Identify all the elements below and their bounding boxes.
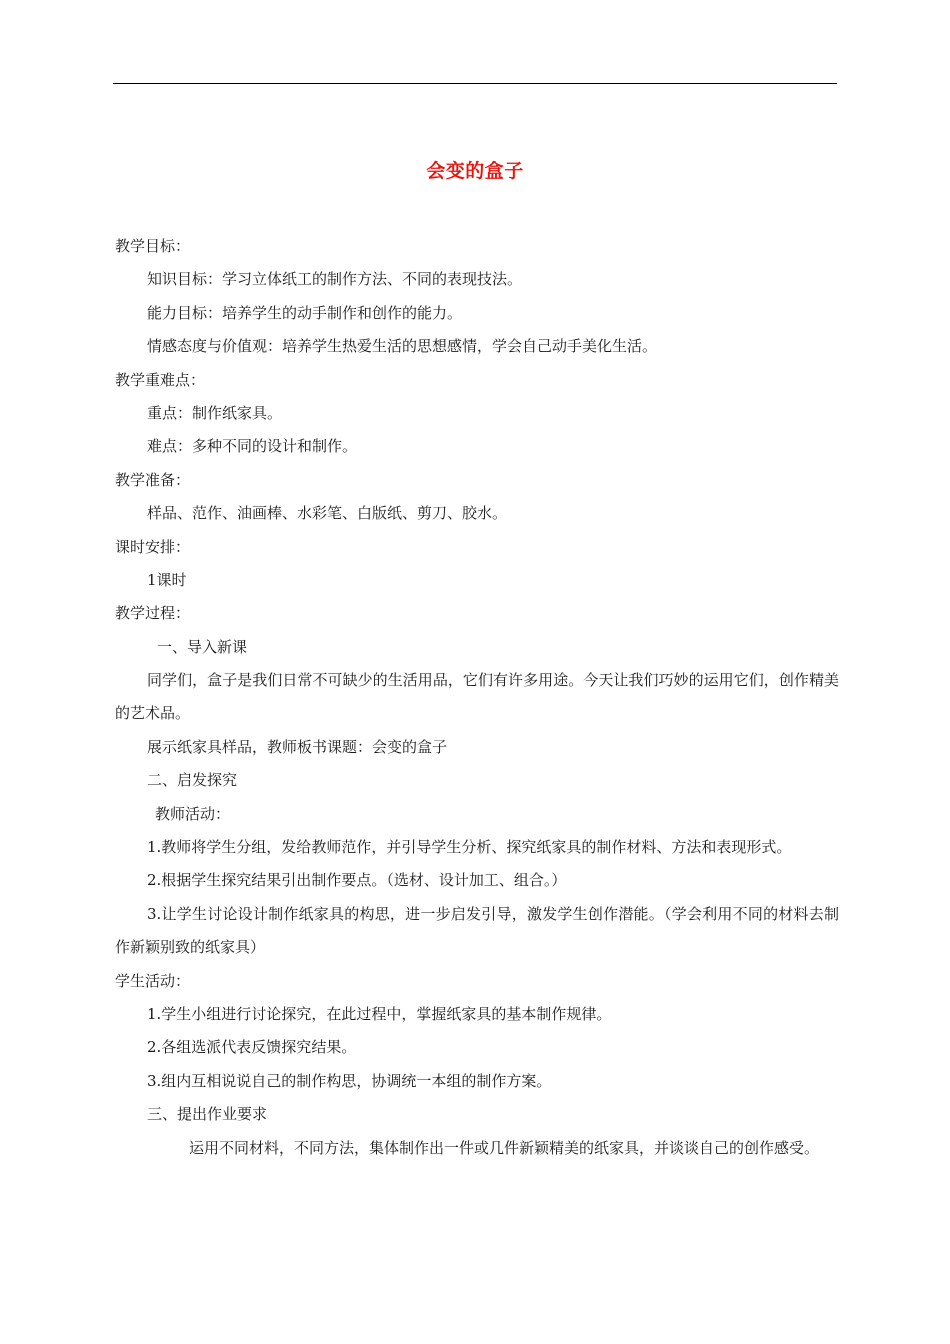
goal-ability: 能力目标：培养学生的动手制作和创作的能力。 — [147, 303, 463, 322]
keypoints-heading: 教学重难点： — [115, 370, 206, 389]
schedule-heading: 课时安排： — [115, 537, 191, 556]
keypoint-focus: 重点：制作纸家具。 — [147, 403, 283, 422]
homework-paragraph: 运用不同材料，不同方法，集体制作出一件或几件新颖精美的纸家具，并谈谈自己的创作感受。 — [189, 1138, 820, 1157]
teacher-activity-item: 2.根据学生探究结果引出制作要点。（选材、设计加工、组合。） — [147, 871, 567, 890]
document-title: 会变的盒子 — [426, 160, 524, 182]
student-activity-item: 1.学生小组进行讨论探究，在此过程中，掌握纸家具的基本制作规律。 — [147, 1005, 612, 1024]
process-heading: 教学过程： — [115, 604, 191, 623]
schedule-periods: 1课时 — [147, 570, 187, 589]
student-activity-heading: 学生活动： — [115, 971, 191, 990]
teacher-activity-heading: 教师活动： — [155, 804, 231, 823]
preparation-heading: 教学准备： — [115, 470, 191, 489]
process-step-intro: 一、导入新课 — [157, 637, 248, 656]
process-step-explore: 二、启发探究 — [147, 771, 238, 790]
goals-heading: 教学目标： — [115, 237, 191, 255]
process-show-samples: 展示纸家具样品，教师板书课题：会变的盒子 — [147, 737, 448, 756]
student-activity-item: 2.各组选派代表反馈探究结果。 — [147, 1038, 357, 1057]
student-activity-item: 3.组内互相说说自己的制作构思，协调统一本组的制作方案。 — [147, 1071, 552, 1090]
preparation-materials: 样品、范作、油画棒、水彩笔、白版纸、剪刀、胶水。 — [147, 504, 508, 523]
teacher-activity-item: 1.教师将学生分组，发给教师范作，并引导学生分析、探究纸家具的制作材料、方法和表现形式。 — [147, 838, 792, 857]
goal-attitude: 情感态度与价值观：培养学生热爱生活的思想感情，学会自己动手美化生活。 — [147, 337, 658, 356]
document-body — [115, 230, 839, 1165]
keypoint-difficulty: 难点：多种不同的设计和制作。 — [147, 437, 358, 456]
process-step-homework: 三、提出作业要求 — [147, 1105, 268, 1124]
goal-knowledge: 知识目标：学习立体纸工的制作方法、不同的表现技法。 — [147, 270, 523, 289]
header-rule — [113, 83, 837, 84]
teacher-activity-item: 3.让学生讨论设计制作纸家具的构思，进一步启发引导，激发学生创作潜能。（学会利用不同的材料去制作新颖别致的纸家具） — [115, 904, 839, 957]
process-intro-paragraph: 同学们，盒子是我们日常不可缺少的生活用品，它们有许多用途。今天让我们巧妙的运用它们，创作精美的艺术品。 — [115, 671, 839, 723]
